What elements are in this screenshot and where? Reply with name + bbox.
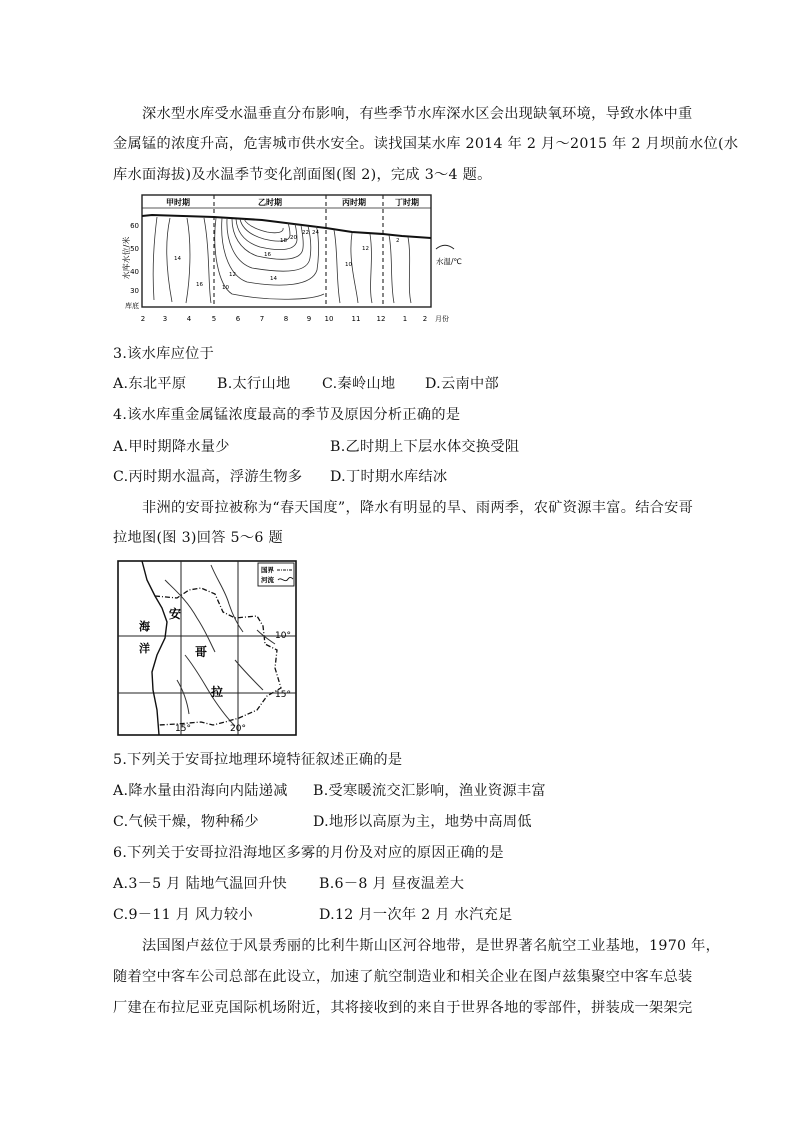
- legend-label: 水温/℃: [436, 257, 462, 266]
- q3-option-d[interactable]: D.云南中部: [425, 376, 499, 392]
- y-axis-label: 水库水位/米: [122, 236, 131, 280]
- figure-3-angola-map: [117, 560, 297, 736]
- q3-option-a[interactable]: A.东北平原: [113, 376, 187, 392]
- contour-line: [389, 235, 394, 303]
- q3-option-b[interactable]: B.太行山地: [217, 376, 291, 392]
- contour-label: 16: [196, 282, 203, 288]
- lat-label-10: 10°: [275, 631, 291, 641]
- country-label-1: 安: [169, 607, 182, 621]
- q5-option-c[interactable]: C.气候干燥，物种稀少: [113, 814, 259, 830]
- contour-line: [334, 230, 340, 303]
- contour-label: 14: [174, 256, 181, 262]
- contour-label: 16: [264, 252, 271, 258]
- period-label-4: 丁时期: [395, 198, 419, 207]
- figure-2-reservoir-profile: [112, 190, 462, 330]
- contour-line: [351, 233, 358, 303]
- passage3-line2: 随着空中客车公司总部在此设立，加速了航空制造业和相关企业在图卢兹集聚空中客车总装: [113, 969, 693, 985]
- contour-label: 14: [270, 276, 277, 282]
- x-tick-label: 2: [422, 315, 428, 323]
- q6-option-a[interactable]: A.3－5 月 陆地气温回升快: [113, 876, 288, 892]
- contour-line: [167, 218, 172, 302]
- passage1-line2: 金属锰的浓度升高，危害城市供水安全。读找国某水库 2014 年 2 月～2015 年 2 月坝前水位(水: [113, 136, 739, 152]
- ocean-label-2: 洋: [139, 642, 150, 655]
- x-tick-label: 1: [402, 315, 408, 323]
- passage2-line1: 非洲的安哥拉被称为“春天国度”，降水有明显的旱、雨两季，农矿资源丰富。结合安哥: [142, 500, 694, 516]
- contour-label: 22: [302, 230, 309, 236]
- contour-label: 12: [362, 246, 369, 252]
- contour-line: [227, 219, 311, 271]
- x-tick-label: 6: [235, 315, 241, 323]
- lat-label-15: 15°: [275, 690, 291, 700]
- q6-option-d[interactable]: D.12 月一次年 2 月 水汽充足: [319, 907, 513, 923]
- legend-isotherm-symbol: [436, 245, 454, 249]
- contour-label: 20: [290, 235, 297, 241]
- passage3-line3: 厂建在布拉尼亚克国际机场附近，其将接收到的来自于世界各地的零部件，拼装成一架架完: [113, 1000, 693, 1016]
- q6-stem: 6.下列关于安哥拉沿海地区多雾的月份及对应的原因正确的是: [113, 845, 504, 861]
- contour-line: [186, 218, 190, 303]
- passage1-line3: 库水面海拔)及水温季节变化剖面图(图 2)，完成 3～4 题。: [113, 167, 492, 183]
- y-tick-label: 50: [130, 245, 139, 253]
- water-surface-line: [142, 215, 431, 238]
- contour-line: [204, 218, 211, 303]
- y-tick-label: 60: [130, 222, 139, 230]
- q3-option-c[interactable]: C.秦岭山地: [322, 376, 396, 392]
- q4-stem: 4.该水库重金属锰浓度最高的季节及原因分析正确的是: [113, 407, 461, 423]
- contour-label: 24: [312, 230, 319, 236]
- period-label-1: 甲时期: [166, 198, 190, 207]
- contour-label: 10: [345, 262, 352, 268]
- lon-label-20: 20°: [230, 724, 246, 734]
- passage1-line1: 深水型水库受水温垂直分布影响，有些季节水库深水区会出现缺氧环境，导致水体中重: [142, 106, 693, 122]
- country-label-2: 哥: [195, 645, 208, 659]
- q5-option-d[interactable]: D.地形以高原为主，地势中高周低: [313, 814, 532, 830]
- x-tick-label: 11: [351, 315, 361, 323]
- contour-line: [153, 217, 157, 300]
- q4-option-a[interactable]: A.甲时期降水量少: [113, 439, 230, 455]
- period-label-3: 丙时期: [342, 198, 366, 207]
- country-label-3: 拉: [211, 685, 224, 699]
- x-tick-label: 4: [186, 315, 192, 323]
- x-tick-label: 12: [376, 315, 386, 323]
- y-tick-label: 40: [130, 268, 139, 276]
- contour-label: 2: [396, 238, 400, 244]
- contour-label: 12: [229, 272, 236, 278]
- y-bottom-label: 库底: [125, 302, 139, 310]
- q5-option-b[interactable]: B.受寒暖流交汇影响，渔业资源丰富: [313, 783, 546, 799]
- period-label-2: 乙时期: [258, 198, 282, 207]
- x-tick-label: 10: [324, 315, 334, 323]
- y-tick-label: 30: [130, 287, 139, 295]
- x-tick-label: 7: [259, 315, 265, 323]
- q5-stem: 5.下列关于安哥拉地理环境特征叙述正确的是: [113, 752, 403, 768]
- legend-river-label: 河流: [261, 576, 274, 584]
- ocean-label-1: 海: [139, 620, 150, 633]
- q3-stem: 3.该水库应位于: [113, 346, 215, 362]
- x-tick-label: 9: [306, 315, 312, 323]
- q4-option-b[interactable]: B.乙时期上下层水体交换受阻: [330, 439, 520, 455]
- legend-border-label: 国界: [261, 566, 274, 574]
- x-tick-label: 3: [162, 315, 168, 323]
- q6-option-c[interactable]: C.9－11 月 风力较小: [113, 907, 253, 923]
- contour-line: [408, 237, 411, 303]
- passage3-line1: 法国图卢兹位于风景秀丽的比利牛斯山区河谷地带，是世界著名航空工业基地，1970 年，: [142, 938, 721, 954]
- q4-option-c[interactable]: C.丙时期水温高，浮游生物多: [113, 469, 303, 485]
- contour-label: 18: [280, 238, 287, 244]
- lon-label-15: 15°: [175, 724, 191, 734]
- q5-option-a[interactable]: A.降水量由沿海向内陆递减: [113, 783, 288, 799]
- chart-frame: [142, 195, 431, 307]
- contour-line: [370, 234, 372, 303]
- x-tick-label: 2: [140, 315, 146, 323]
- q6-option-b[interactable]: B.6－8 月 昼夜温差大: [319, 876, 465, 892]
- contour-label: 10: [222, 285, 229, 291]
- x-tick-label: 5: [211, 315, 217, 323]
- x-tick-label: 8: [283, 315, 289, 323]
- q4-option-d[interactable]: D.丁时期水库结冰: [330, 469, 448, 485]
- passage2-line2: 拉地图(图 3)回答 5～6 题: [113, 530, 283, 546]
- x-axis-unit: 月份: [435, 315, 449, 323]
